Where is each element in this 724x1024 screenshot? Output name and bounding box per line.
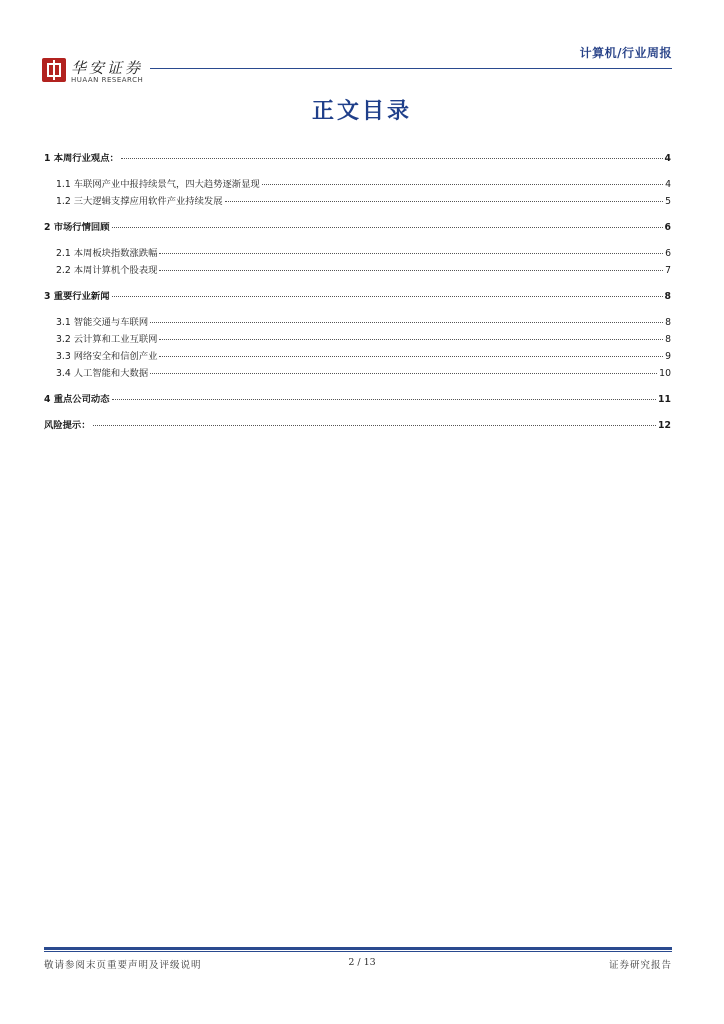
logo-cn-text: 华安证券 xyxy=(71,59,144,77)
toc-entry-label: 1 本周行业观点： xyxy=(44,153,119,164)
footer-divider-thin xyxy=(44,951,672,952)
toc-leader-dots xyxy=(159,356,663,357)
toc-entry[interactable] xyxy=(44,153,671,165)
toc-entry[interactable] xyxy=(44,334,671,346)
toc-entry[interactable] xyxy=(44,394,671,406)
page-title: 正文目录 xyxy=(311,99,412,124)
toc-leader-dots xyxy=(159,253,663,254)
table-of-contents xyxy=(44,153,671,432)
logo-en-text: HUAAN RESEARCH xyxy=(71,76,144,84)
toc-entry-page: 11 xyxy=(658,394,671,405)
logo-mark-icon xyxy=(42,58,66,82)
toc-entry-label: 风险提示： xyxy=(44,420,91,431)
toc-entry-page: 12 xyxy=(658,420,671,431)
toc-entry-label: 1.2 三大逻辑支撑应用软件产业持续发展 xyxy=(56,196,223,207)
toc-entry-label: 2.2 本周计算机个股表现 xyxy=(56,265,158,276)
toc-entry[interactable] xyxy=(44,351,671,363)
toc-entry[interactable] xyxy=(44,222,671,234)
toc-entry-page: 6 xyxy=(665,248,671,259)
toc-leader-dots xyxy=(159,339,663,340)
toc-entry-label: 2.1 本周板块指数涨跌幅 xyxy=(56,248,158,259)
toc-leader-dots xyxy=(93,425,657,426)
toc-entry[interactable] xyxy=(44,179,671,191)
toc-entry-page: 10 xyxy=(659,368,671,379)
toc-entry[interactable] xyxy=(44,291,671,303)
report-type: 证券研究报告 xyxy=(608,960,672,971)
toc-entry-page: 4 xyxy=(665,179,671,190)
toc-entry[interactable] xyxy=(44,420,671,432)
toc-entry-label: 3.2 云计算和工业互联网 xyxy=(56,334,158,345)
toc-leader-dots xyxy=(121,158,663,159)
toc-leader-dots xyxy=(225,201,664,202)
toc-entry-page: 9 xyxy=(665,351,671,362)
toc-entry-page: 7 xyxy=(665,265,671,276)
footer-divider xyxy=(44,947,672,950)
toc-entry-page: 6 xyxy=(664,222,671,233)
toc-entry[interactable] xyxy=(44,248,671,260)
toc-leader-dots xyxy=(112,399,657,400)
footer-disclaimer: 敬请参阅末页重要声明及评级说明 xyxy=(44,960,202,971)
toc-leader-dots xyxy=(159,270,663,271)
header-divider xyxy=(150,68,672,69)
toc-leader-dots xyxy=(262,184,663,185)
toc-leader-dots xyxy=(112,296,663,297)
toc-entry-label: 2 市场行情回顾 xyxy=(44,222,110,233)
toc-entry[interactable] xyxy=(44,368,671,380)
toc-entry-label: 3.1 智能交通与车联网 xyxy=(56,317,149,328)
toc-leader-dots xyxy=(150,373,657,374)
toc-entry[interactable] xyxy=(44,196,671,208)
toc-entry[interactable] xyxy=(44,265,671,277)
toc-entry-page: 8 xyxy=(664,291,671,302)
toc-entry-label: 3.3 网络安全和信创产业 xyxy=(56,351,158,362)
toc-entry[interactable] xyxy=(44,317,671,329)
report-category: 计算机/行业周报 xyxy=(579,46,672,60)
toc-entry-page: 8 xyxy=(665,317,671,328)
toc-entry-label: 3 重要行业新闻 xyxy=(44,291,110,302)
toc-entry-label: 3.4 人工智能和大数据 xyxy=(56,368,149,379)
toc-entry-page: 4 xyxy=(664,153,671,164)
toc-entry-page: 5 xyxy=(665,196,671,207)
toc-leader-dots xyxy=(112,227,663,228)
toc-entry-page: 8 xyxy=(665,334,671,345)
toc-entry-label: 1.1 车联网产业中报持续景气，四大趋势逐渐显现 xyxy=(56,179,260,190)
toc-entry-label: 4 重点公司动态 xyxy=(44,394,110,405)
page-indicator: 2 / 13 xyxy=(348,957,376,968)
toc-leader-dots xyxy=(150,322,663,323)
company-logo xyxy=(42,58,177,86)
